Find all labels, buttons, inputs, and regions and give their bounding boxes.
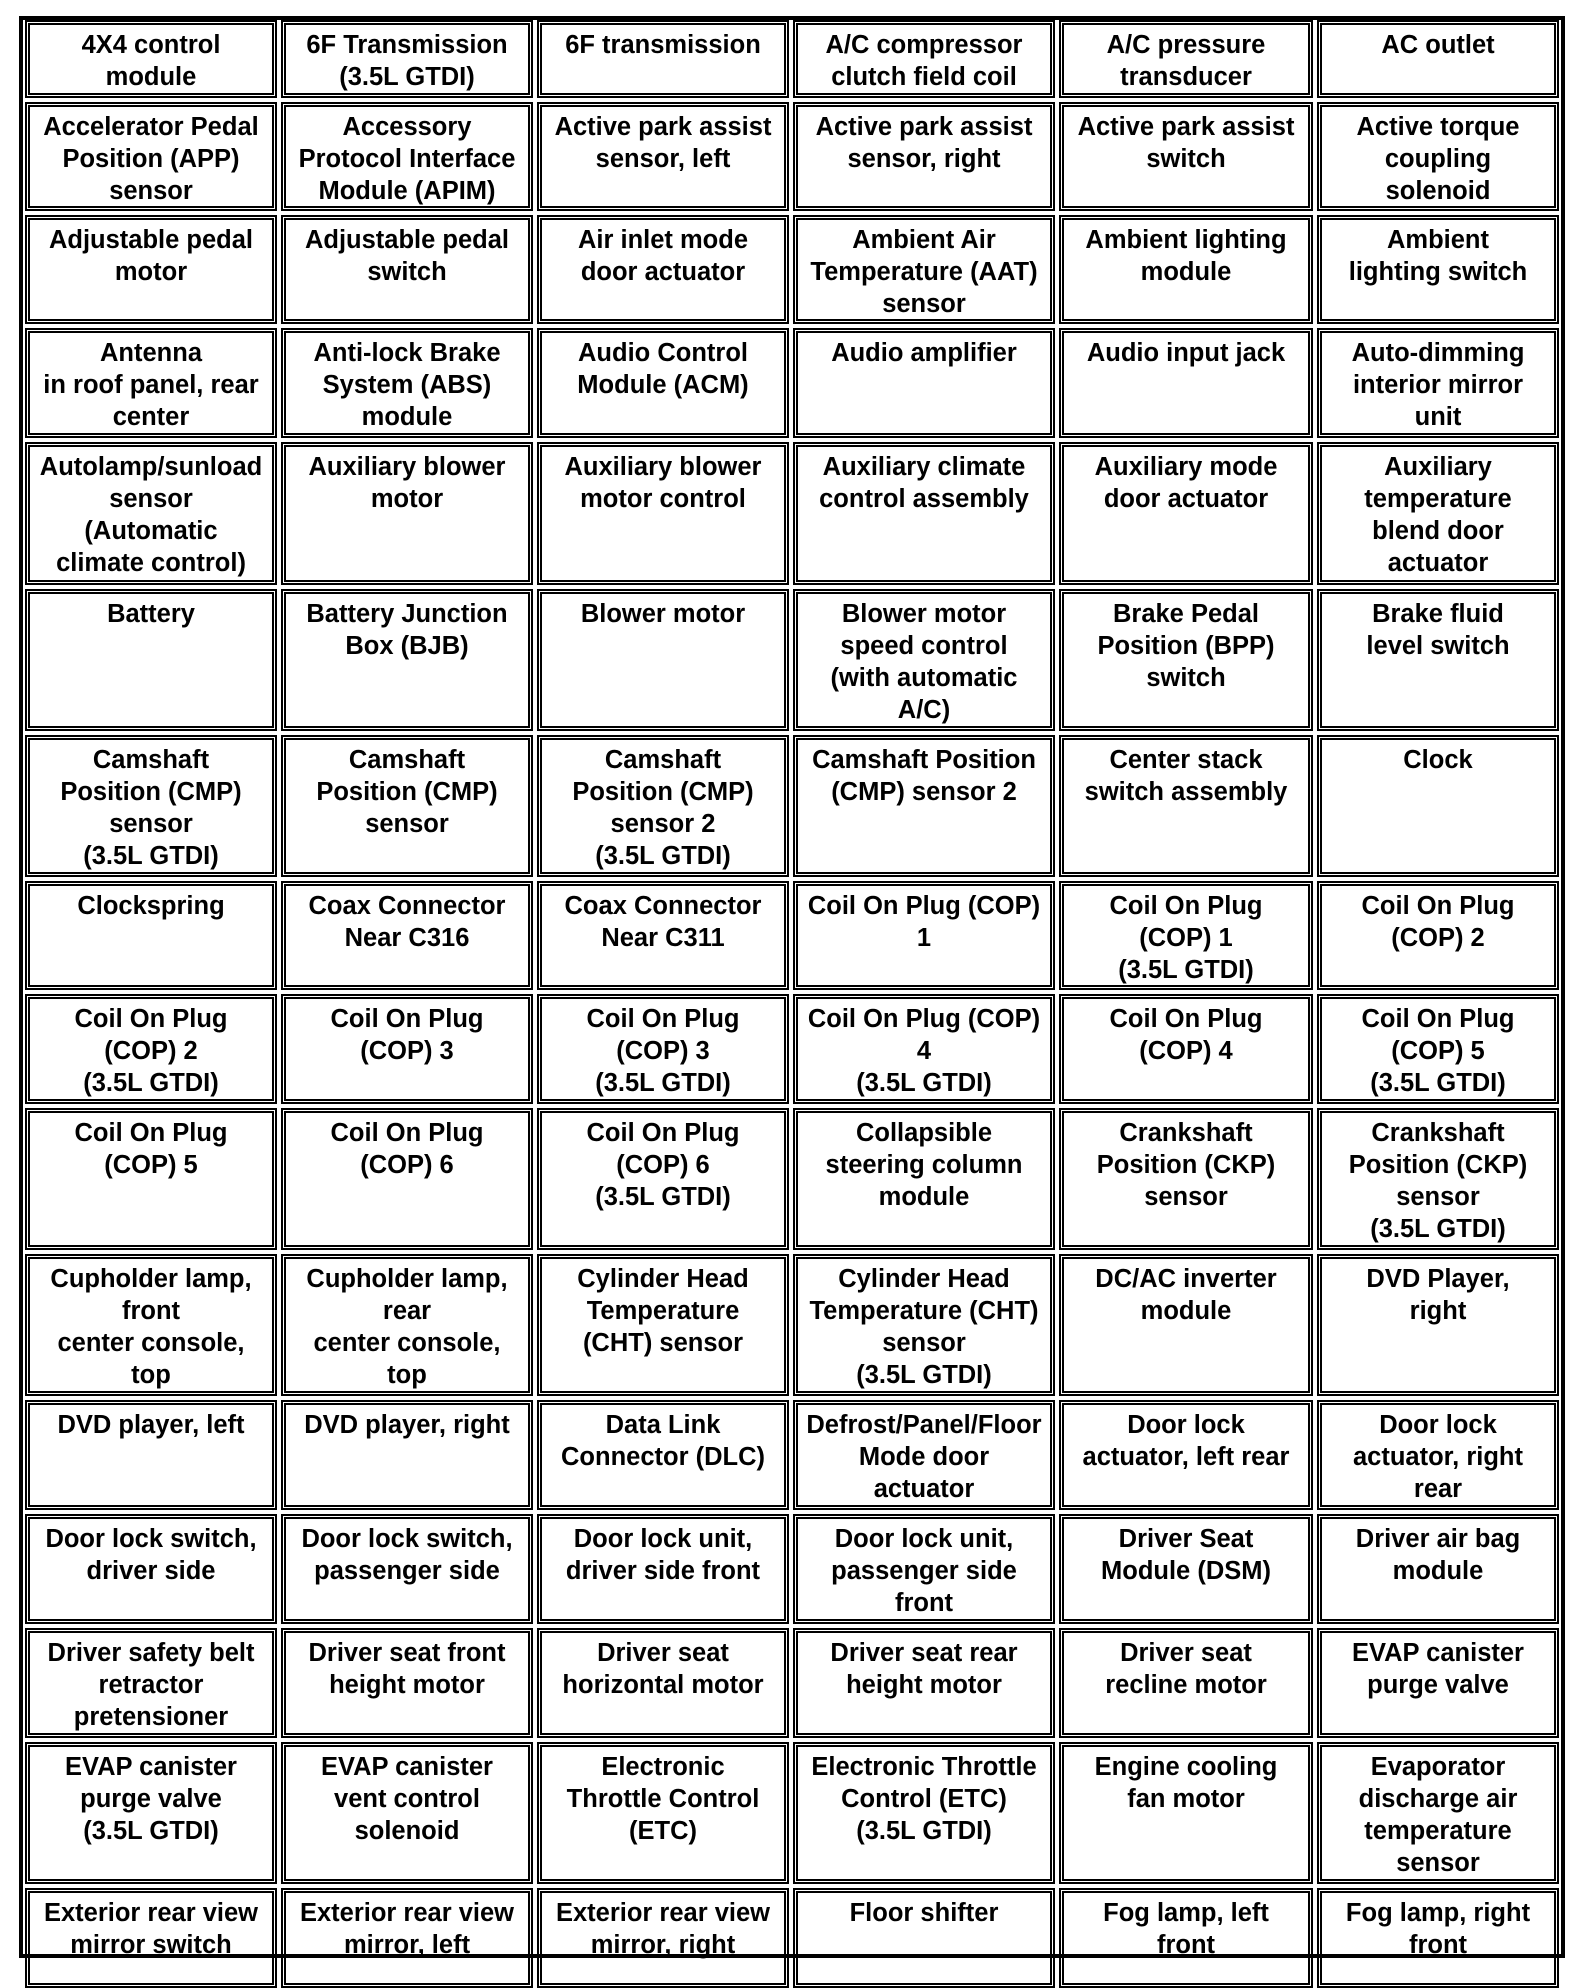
- table-cell: Brake Pedal Position (BPP) switch: [1059, 589, 1313, 731]
- table-cell: Fog lamp, left front: [1059, 1888, 1313, 1988]
- table-cell: Auxiliary blower motor control: [537, 442, 789, 585]
- table-cell: Camshaft Position (CMP) sensor: [281, 735, 533, 877]
- table-cell: Active park assist switch: [1059, 102, 1313, 211]
- table-cell: DVD player, left: [25, 1400, 277, 1510]
- table-cell: Coax Connector Near C316: [281, 881, 533, 990]
- table-cell: Brake fluid level switch: [1317, 589, 1559, 731]
- table-cell: Clock: [1317, 735, 1559, 877]
- table-cell: Audio amplifier: [793, 328, 1055, 438]
- table-cell: Autolamp/sunload sensor (Automatic climate control): [25, 442, 277, 585]
- table-cell: Air inlet mode door actuator: [537, 215, 789, 324]
- table-cell: AC outlet: [1317, 20, 1559, 98]
- table-cell: Coil On Plug (COP) 2: [1317, 881, 1559, 990]
- table-cell: Collapsible steering column module: [793, 1108, 1055, 1250]
- table-cell: Door lock actuator, right rear: [1317, 1400, 1559, 1510]
- table-cell: Coax Connector Near C311: [537, 881, 789, 990]
- table-cell: Adjustable pedal switch: [281, 215, 533, 324]
- table-cell: Clockspring: [25, 881, 277, 990]
- table-cell: Driver Seat Module (DSM): [1059, 1514, 1313, 1624]
- table-cell: Driver seat front height motor: [281, 1628, 533, 1738]
- table-cell: Auxiliary temperature blend door actuator: [1317, 442, 1559, 585]
- table-cell: 4X4 control module: [25, 20, 277, 98]
- table-cell: Exterior rear view mirror, left: [281, 1888, 533, 1988]
- table-cell: Auxiliary mode door actuator: [1059, 442, 1313, 585]
- table-cell: Driver seat rear height motor: [793, 1628, 1055, 1738]
- table-cell: Coil On Plug (COP) 6: [281, 1108, 533, 1250]
- table-cell: Electronic Throttle Control (ETC) (3.5L GTDI): [793, 1742, 1055, 1884]
- table-cell: Camshaft Position (CMP) sensor 2 (3.5L GTDI): [537, 735, 789, 877]
- table-cell: Door lock switch, passenger side: [281, 1514, 533, 1624]
- table-cell: EVAP canister purge valve (3.5L GTDI): [25, 1742, 277, 1884]
- table-cell: A/C compressor clutch field coil: [793, 20, 1055, 98]
- table-cell: Active torque coupling solenoid: [1317, 102, 1559, 211]
- table-cell: Audio Control Module (ACM): [537, 328, 789, 438]
- table-cell: Driver seat recline motor: [1059, 1628, 1313, 1738]
- table-cell: Auxiliary blower motor: [281, 442, 533, 585]
- table-cell: Active park assist sensor, right: [793, 102, 1055, 211]
- table-cell: Cupholder lamp, rear center console, top: [281, 1254, 533, 1396]
- table-cell: Antenna in roof panel, rear center: [25, 328, 277, 438]
- table-cell: Floor shifter: [793, 1888, 1055, 1988]
- table-cell: Camshaft Position (CMP) sensor 2: [793, 735, 1055, 877]
- table-cell: Blower motor: [537, 589, 789, 731]
- table-cell: Coil On Plug (COP) 1 (3.5L GTDI): [1059, 881, 1313, 990]
- table-cell: Door lock unit, passenger side front: [793, 1514, 1055, 1624]
- table-cell: 6F Transmission (3.5L GTDI): [281, 20, 533, 98]
- table-cell: Active park assist sensor, left: [537, 102, 789, 211]
- table-cell: Fog lamp, right front: [1317, 1888, 1559, 1988]
- table-cell: Ambient Air Temperature (AAT) sensor: [793, 215, 1055, 324]
- table-cell: Coil On Plug (COP) 3: [281, 994, 533, 1104]
- component-table: [19, 16, 1565, 1958]
- table-cell: Audio input jack: [1059, 328, 1313, 438]
- table-cell: Coil On Plug (COP) 5 (3.5L GTDI): [1317, 994, 1559, 1104]
- table-cell: Accelerator Pedal Position (APP) sensor: [25, 102, 277, 211]
- table-cell: Coil On Plug (COP) 1: [793, 881, 1055, 990]
- table-cell: Evaporator discharge air temperature sensor: [1317, 1742, 1559, 1884]
- table-cell: Cupholder lamp, front center console, top: [25, 1254, 277, 1396]
- table-cell: A/C pressure transducer: [1059, 20, 1313, 98]
- table-cell: Driver safety belt retractor pretensioner: [25, 1628, 277, 1738]
- table-cell: Coil On Plug (COP) 4: [1059, 994, 1313, 1104]
- table-cell: Door lock actuator, left rear: [1059, 1400, 1313, 1510]
- table-cell: Crankshaft Position (CKP) sensor (3.5L GTDI): [1317, 1108, 1559, 1250]
- table-cell: Exterior rear view mirror, right: [537, 1888, 789, 1988]
- table-cell: Coil On Plug (COP) 5: [25, 1108, 277, 1250]
- table-cell: Blower motor speed control (with automatic A/C): [793, 589, 1055, 731]
- table-cell: 6F transmission: [537, 20, 789, 98]
- table-cell: Data Link Connector (DLC): [537, 1400, 789, 1510]
- table-cell: Door lock switch, driver side: [25, 1514, 277, 1624]
- table-cell: Driver air bag module: [1317, 1514, 1559, 1624]
- table-cell: EVAP canister vent control solenoid: [281, 1742, 533, 1884]
- table-cell: Cylinder Head Temperature (CHT) sensor: [537, 1254, 789, 1396]
- table-cell: DVD player, right: [281, 1400, 533, 1510]
- table-cell: Battery: [25, 589, 277, 731]
- table-cell: Auto-dimming interior mirror unit: [1317, 328, 1559, 438]
- table-cell: Door lock unit, driver side front: [537, 1514, 789, 1624]
- table-cell: DC/AC inverter module: [1059, 1254, 1313, 1396]
- table-cell: Coil On Plug (COP) 2 (3.5L GTDI): [25, 994, 277, 1104]
- table-cell: Cylinder Head Temperature (CHT) sensor (3.5L GTDI): [793, 1254, 1055, 1396]
- table-cell: DVD Player, right: [1317, 1254, 1559, 1396]
- table-cell: Electronic Throttle Control (ETC): [537, 1742, 789, 1884]
- table-cell: Coil On Plug (COP) 4 (3.5L GTDI): [793, 994, 1055, 1104]
- table-cell: Coil On Plug (COP) 6 (3.5L GTDI): [537, 1108, 789, 1250]
- table-cell: Coil On Plug (COP) 3 (3.5L GTDI): [537, 994, 789, 1104]
- table-cell: Defrost/Panel/Floor Mode door actuator: [793, 1400, 1055, 1510]
- table-cell: Camshaft Position (CMP) sensor (3.5L GTDI): [25, 735, 277, 877]
- table-cell: Driver seat horizontal motor: [537, 1628, 789, 1738]
- table-cell: Engine cooling fan motor: [1059, 1742, 1313, 1884]
- table-cell: Anti-lock Brake System (ABS) module: [281, 328, 533, 438]
- table-cell: Exterior rear view mirror switch: [25, 1888, 277, 1988]
- table-cell: Battery Junction Box (BJB): [281, 589, 533, 731]
- table-cell: Ambient lighting switch: [1317, 215, 1559, 324]
- table-cell: Center stack switch assembly: [1059, 735, 1313, 877]
- table-cell: Adjustable pedal motor: [25, 215, 277, 324]
- table-cell: Accessory Protocol Interface Module (APIM): [281, 102, 533, 211]
- table-cell: Auxiliary climate control assembly: [793, 442, 1055, 585]
- table-cell: Ambient lighting module: [1059, 215, 1313, 324]
- table-cell: Crankshaft Position (CKP) sensor: [1059, 1108, 1313, 1250]
- table-cell: EVAP canister purge valve: [1317, 1628, 1559, 1738]
